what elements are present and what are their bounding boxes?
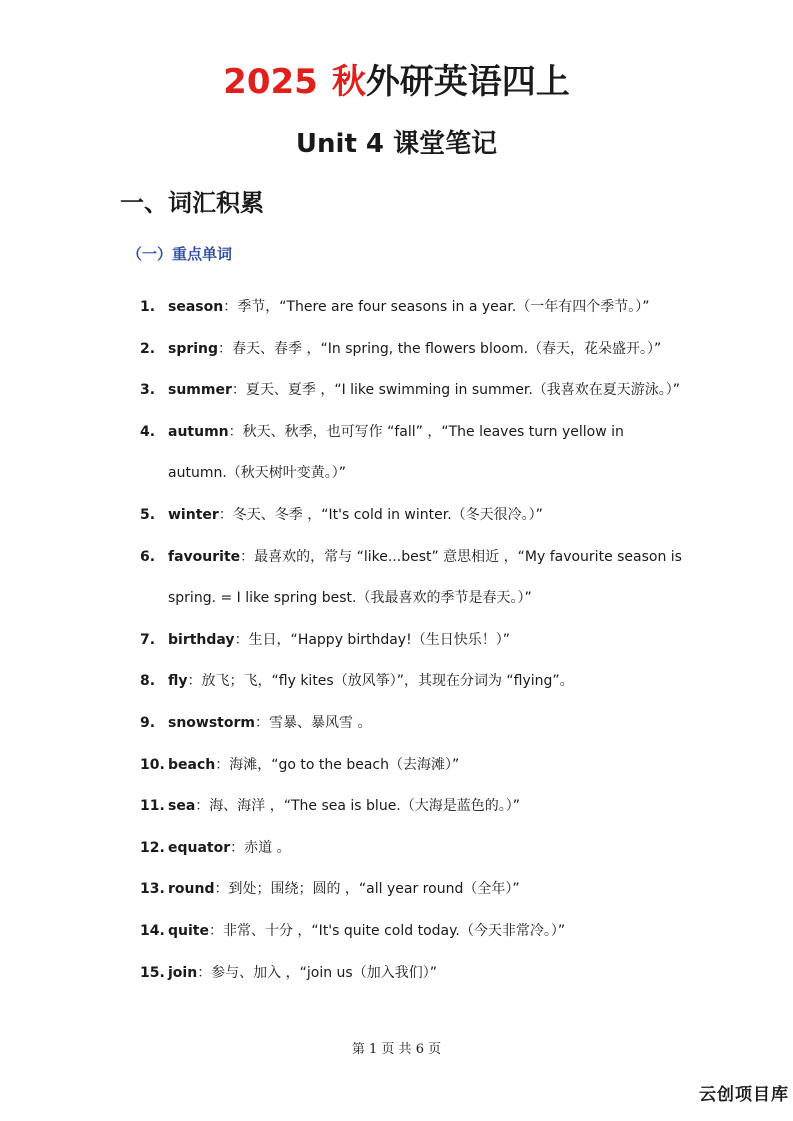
vocab-definition: ：到处；围绕；圆的 ，“all year round（全年）” [214,881,520,898]
vocab-definition: ：春天、春季 ，“In spring, the flowers bloom.（春天，花朵盛开。）” [218,340,662,357]
watermark-text: 云创项目库 [699,1085,789,1105]
list-item [140,786,685,828]
vocab-definition: ：参与、加入 ，“join us（加入我们）” [197,964,437,981]
vocab-word: autumn [168,423,229,440]
item-number: 6. [140,548,156,565]
vocab-word: equator [168,839,231,856]
item-number: 15. [140,964,165,981]
item-number: 11. [140,798,165,815]
list-item [140,620,685,662]
list-item [140,495,685,537]
item-number: 13. [140,881,165,898]
section-heading-vocabulary: 一、词汇积累 [120,189,264,217]
vocab-word: join [168,964,198,981]
list-item [140,745,685,787]
item-number: 5. [140,506,156,523]
item-number: 12. [140,839,165,856]
list-item [140,703,685,745]
vocab-word: favourite [168,548,241,565]
vocab-word: summer [168,382,232,399]
page-number: 第 1 页 共 6 页 [351,1042,442,1057]
list-item [140,537,685,620]
vocab-word: spring [168,340,219,357]
vocab-word: quite [168,922,209,939]
item-number: 2. [140,340,156,357]
vocab-definition: ：海滩，“go to the beach（去海滩）” [215,756,460,773]
vocab-definition: ：夏天、夏季 ，“I like swimming in summer.（我喜欢在夏天游泳。）” [231,382,681,399]
list-item [140,911,685,953]
vocab-word: snowstorm [168,714,255,731]
vocab-definition: ：秋天、秋季，也可写作 “fall” ，“The leaves turn yellow in autumn.（秋天树叶变黄。）” [168,423,624,482]
vocab-word: winter [168,506,219,523]
item-number: 9. [140,714,156,731]
document-title [0,58,793,106]
list-item [140,287,685,329]
item-number: 3. [140,382,156,399]
vocab-word: birthday [168,631,235,648]
vocabulary-list [140,287,685,994]
list-item [140,869,685,911]
vocab-definition: ：生日，“Happy birthday!（生日快乐！）” [234,631,510,648]
vocab-definition: ：最喜欢的，常与 “like...best” 意思相近 ，“My favourite season is spring. = I like spring best.（我最喜欢的季节是春天。）” [168,548,682,607]
vocab-word: round [168,881,215,898]
vocab-definition: ：赤道 。 [230,839,291,856]
vocab-definition: ：季节，“There are four seasons in a year.（一年有四个季节。）” [223,299,650,315]
list-item [140,828,685,870]
list-item [140,412,685,495]
subsection-heading-key-words: （一）重点单词 [127,245,233,263]
item-number: 4. [140,423,156,440]
title-course: 外研英语四上 [365,62,570,102]
item-number: 7. [140,631,156,648]
list-item [140,953,685,995]
list-item [140,370,685,412]
list-item [140,329,685,371]
item-number: 14. [140,922,165,939]
item-number: 10. [140,756,165,773]
vocab-word: season [168,299,224,315]
vocab-definition: ：放飞；飞，“fly kites（放风筝）”，其现在分词为 “flying”。 [187,673,574,690]
vocab-definition: ：海、海洋 ，“The sea is blue.（大海是蓝色的。）” [195,798,521,815]
vocab-word: beach [168,756,216,773]
vocab-definition: ：雪暴、暴风雪 。 [255,714,372,731]
vocab-definition: ：冬天、冬季 ，“It's cold in winter.（冬天很冷。）” [218,506,543,523]
title-season: 秋 [331,62,366,102]
unit-subtitle: Unit 4 课堂笔记 [295,129,498,159]
vocab-word: fly [168,673,188,690]
item-number: 1. [140,299,156,315]
list-item [140,661,685,703]
vocab-definition: ：非常、十分 ，“It's quite cold today.（今天非常冷。）” [208,922,566,939]
item-number: 8. [140,673,156,690]
vocab-word: sea [168,798,196,815]
title-year: 2025 [223,62,318,102]
